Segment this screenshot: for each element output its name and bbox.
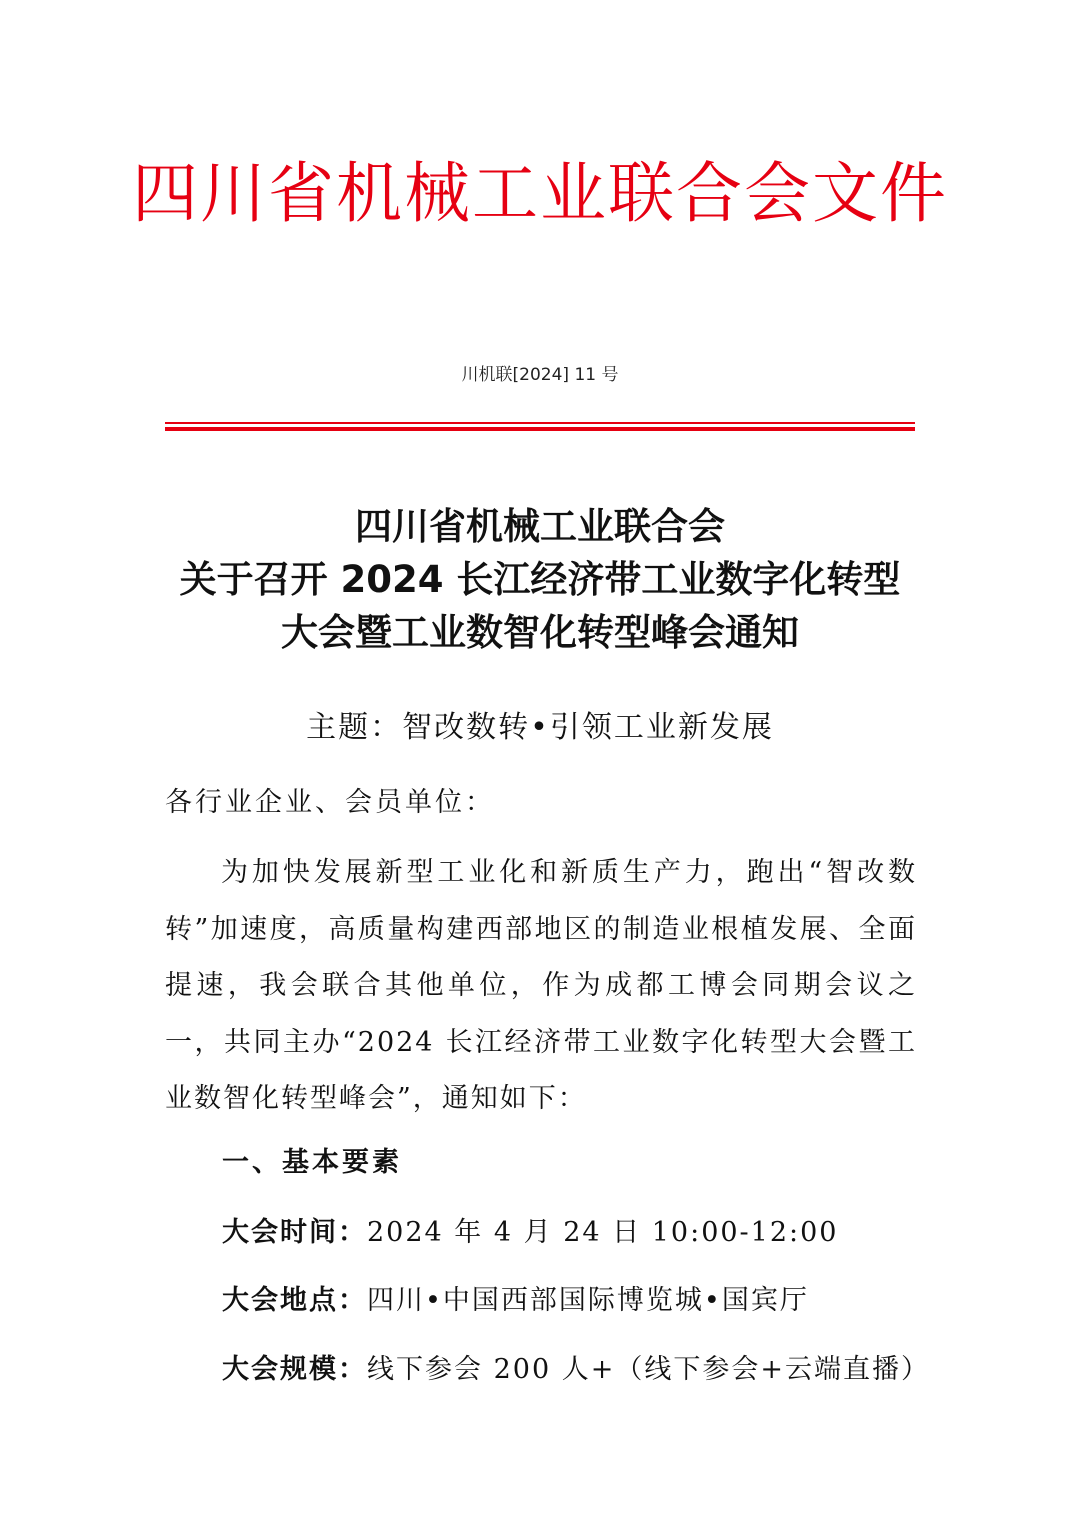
document-number: 川机联[2024] 11 号	[461, 365, 619, 385]
section-heading-basic-elements: 一、基本要素	[222, 1147, 402, 1178]
info-value-place: 四川•中国西部国际博览城•国宾厅	[367, 1285, 809, 1316]
notice-title-line-2: 关于召开 2024 长江经济带工业数字化转型	[179, 558, 901, 601]
red-rule-thin-line	[165, 422, 915, 424]
info-label-place: 大会地点：	[222, 1285, 367, 1316]
info-value-time: 2024 年 4 月 24 日 10:00-12:00	[367, 1217, 839, 1248]
red-rule-thick-line	[165, 427, 915, 431]
body-paragraph: 为加快发展新型工业化和新质生产力，跑出“智改数转”加速度，高质量构建西部地区的制造业根植发展、全面提速，我会联合其他单位，作为成都工博会同期会议之一，共同主办“2024 长江经济带工业数字化转型大会暨工业数智化转型峰会”，通知如下：	[165, 857, 917, 1114]
red-separator-rule	[165, 422, 915, 432]
info-label-time: 大会时间：	[222, 1217, 367, 1248]
info-value-scale: 线下参会 200 人+（线下参会+云端直播）	[367, 1354, 930, 1385]
notice-title-line-1: 四川省机械工业联合会	[355, 505, 725, 548]
info-row-scale	[222, 1347, 930, 1386]
document-header-title: 四川省机械工业联合会文件	[132, 155, 948, 232]
notice-title	[0, 500, 1080, 659]
salutation: 各行业企业、会员单位：	[165, 787, 495, 818]
notice-theme: 主题：智改数转•引领工业新发展	[306, 710, 774, 745]
info-label-scale: 大会规模：	[222, 1354, 367, 1385]
info-row-place	[222, 1278, 809, 1317]
notice-title-line-3: 大会暨工业数智化转型峰会通知	[281, 611, 799, 654]
info-row-time	[222, 1210, 839, 1249]
